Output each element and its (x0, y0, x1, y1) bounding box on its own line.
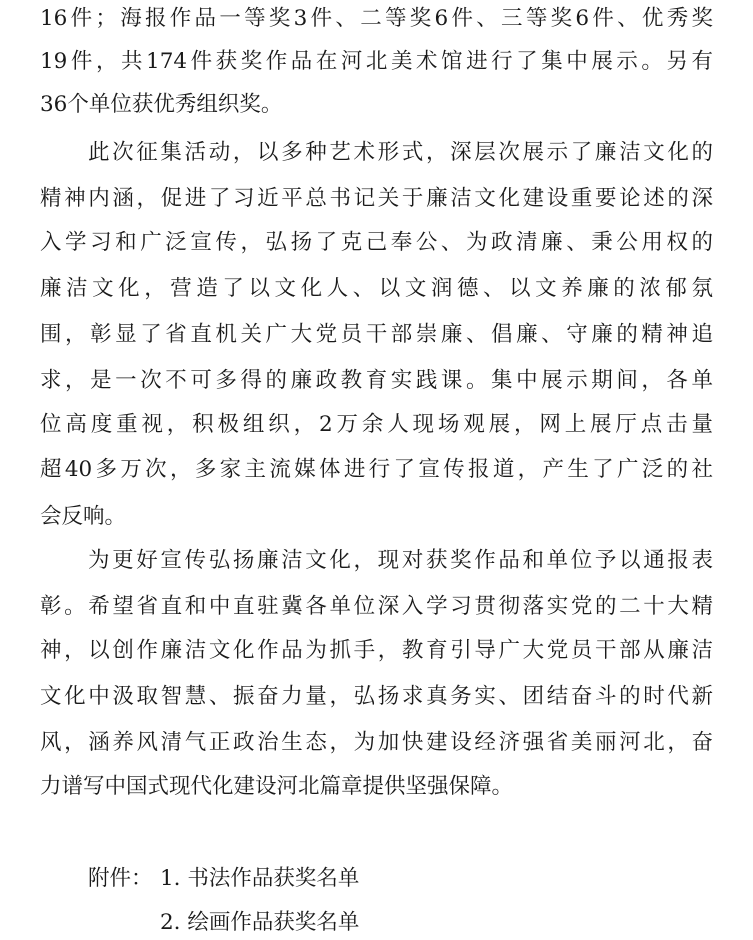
paragraph-line: 19件，共174件获奖作品在河北美术馆进行了集中展示。另有 (40, 49, 713, 74)
paragraph-line: 神，以创作廉洁文化作品为抓手，教育引导广大党员干部从廉洁 (40, 638, 713, 663)
attachments-label: 附件： (88, 866, 153, 891)
paragraph-line: 16件；海报作品一等奖3件、二等奖6件、三等奖6件、优秀奖 (40, 6, 713, 31)
paragraph-line: 廉洁文化，营造了以文化人、以文润德、以文养廉的浓郁氛 (40, 276, 713, 301)
paragraph-line: 入学习和广泛宣传，弘扬了克己奉公、为政清廉、秉公用权的 (40, 230, 713, 255)
paragraph-line: 会反响。 (40, 504, 127, 529)
paragraph-line: 36个单位获优秀组织奖。 (40, 92, 283, 117)
paragraph-line: 彰。希望省直和中直驻冀各单位深入学习贯彻落实党的二十大精 (40, 594, 713, 619)
paragraph-line: 求，是一次不可多得的廉政教育实践课。集中展示期间，各单 (40, 368, 713, 393)
paragraph-line: 为更好宣传弘扬廉洁文化，现对获奖作品和单位予以通报表 (88, 548, 713, 573)
paragraph-line: 此次征集活动，以多种艺术形式，深层次展示了廉洁文化的 (88, 140, 713, 165)
paragraph-line: 超40多万次，多家主流媒体进行了宣传报道，产生了广泛的社 (40, 457, 713, 482)
attachment-item: 2. 绘画作品获奖名单 (160, 910, 360, 935)
paragraph-line: 风，涵养风清气正政治生态，为加快建设经济强省美丽河北，奋 (40, 730, 713, 755)
paragraph-line: 位高度重视，积极组织，2万余人现场观展，网上展厅点击量 (40, 412, 713, 437)
paragraph-line: 精神内涵，促进了习近平总书记关于廉洁文化建设重要论述的深 (40, 186, 713, 211)
paragraph-line: 围，彰显了省直机关广大党员干部崇廉、倡廉、守廉的精神追 (40, 322, 713, 347)
attachment-item: 1. 书法作品获奖名单 (160, 866, 360, 891)
paragraph-line: 文化中汲取智慧、振奋力量，弘扬求真务实、团结奋斗的时代新 (40, 684, 713, 709)
paragraph-line: 力谱写中国式现代化建设河北篇章提供坚强保障。 (40, 774, 514, 799)
